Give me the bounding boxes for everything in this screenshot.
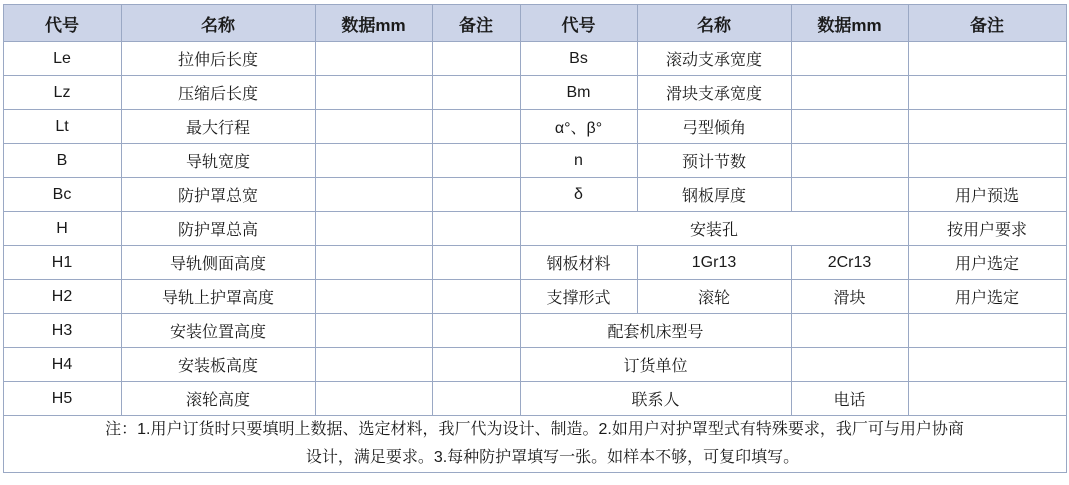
row-remark-input-right[interactable]: [908, 76, 1066, 110]
row-name: 安装位置高度: [121, 314, 315, 348]
table-row: [3, 348, 1066, 382]
row-remark-input[interactable]: [432, 212, 520, 246]
row-remark-input[interactable]: [432, 178, 520, 212]
row-phone-label: 电话: [791, 382, 908, 416]
row-code: H: [3, 212, 121, 246]
row-code: H3: [3, 314, 121, 348]
row-name: 防护罩总高: [121, 212, 315, 246]
row-contact-person-label: 联系人: [520, 382, 791, 416]
row-name: 压缩后长度: [121, 76, 315, 110]
row-data-input[interactable]: [315, 280, 432, 314]
table-row: [3, 76, 1066, 110]
row-data-input[interactable]: [315, 246, 432, 280]
table-row: [3, 42, 1066, 76]
row-code: Le: [3, 42, 121, 76]
row-code-right: δ: [520, 178, 637, 212]
table-row: [3, 246, 1066, 280]
table-row: [3, 110, 1066, 144]
row-material-label: 钢板材料: [520, 246, 637, 280]
row-phone-input[interactable]: [908, 382, 1066, 416]
row-code: H4: [3, 348, 121, 382]
row-data-input-right[interactable]: [791, 178, 908, 212]
row-name: 安装板高度: [121, 348, 315, 382]
row-code-right: α°、β°: [520, 110, 637, 144]
row-remark-input[interactable]: [432, 314, 520, 348]
row-name: 防护罩总宽: [121, 178, 315, 212]
row-code: H5: [3, 382, 121, 416]
row-remark-input-right[interactable]: [908, 42, 1066, 76]
row-data-input-right[interactable]: [791, 110, 908, 144]
row-name-right: 滑块支承宽度: [637, 76, 791, 110]
row-code-right: n: [520, 144, 637, 178]
table-note-row: [3, 416, 1066, 473]
row-name: 导轨侧面高度: [121, 246, 315, 280]
row-data-input-right[interactable]: [791, 144, 908, 178]
row-remark-input[interactable]: [432, 110, 520, 144]
row-data-input[interactable]: [315, 348, 432, 382]
row-data-input[interactable]: [315, 212, 432, 246]
table-row: [3, 314, 1066, 348]
specification-table: [3, 4, 1067, 473]
row-order-unit-label: 订货单位: [520, 348, 791, 382]
table-row: [3, 212, 1066, 246]
header-right-remark: 备注: [908, 5, 1066, 42]
row-name: 最大行程: [121, 110, 315, 144]
note-line-2: 设计，满足要求。3.每种防护罩填写一张。如样本不够，可复印填写。: [305, 449, 800, 466]
row-name-right: 滚动支承宽度: [637, 42, 791, 76]
row-remark-input-right[interactable]: [908, 348, 1066, 382]
row-code-right: Bm: [520, 76, 637, 110]
row-data-input[interactable]: [315, 382, 432, 416]
header-right-name: 名称: [637, 5, 791, 42]
row-machine-model-input[interactable]: [791, 314, 908, 348]
table-row: [3, 178, 1066, 212]
row-remark-right: 用户选定: [908, 246, 1066, 280]
row-support-type-label: 支撑形式: [520, 280, 637, 314]
header-right-data: 数据mm: [791, 5, 908, 42]
row-name: 拉伸后长度: [121, 42, 315, 76]
row-remark-right: 按用户要求: [908, 212, 1066, 246]
row-order-unit-input[interactable]: [791, 348, 908, 382]
header-left-data: 数据mm: [315, 5, 432, 42]
row-data-input[interactable]: [315, 178, 432, 212]
row-remark-right: 用户预选: [908, 178, 1066, 212]
table-row: [3, 382, 1066, 416]
note-line-1: 注：1.用户订货时只要填明上数据、选定材料，我厂代为设计、制造。2.如用户对护罩型式有特殊要求，我厂可与用户协商: [105, 421, 964, 438]
header-right-code: 代号: [520, 5, 637, 42]
row-code: Lz: [3, 76, 121, 110]
row-remark-input[interactable]: [432, 144, 520, 178]
row-name: 导轨宽度: [121, 144, 315, 178]
row-name-right: 弓型倾角: [637, 110, 791, 144]
row-material-option-2[interactable]: 2Cr13: [791, 246, 908, 280]
row-remark-input-right[interactable]: [908, 110, 1066, 144]
row-name: 导轨上护罩高度: [121, 280, 315, 314]
row-data-input[interactable]: [315, 144, 432, 178]
row-remark-input-right[interactable]: [908, 144, 1066, 178]
row-data-input[interactable]: [315, 314, 432, 348]
row-material-option-1[interactable]: 1Gr13: [637, 246, 791, 280]
row-code: Bc: [3, 178, 121, 212]
row-remark-input-right[interactable]: [908, 314, 1066, 348]
row-support-option-1[interactable]: 滚轮: [637, 280, 791, 314]
row-mounting-hole-label: 安装孔: [520, 212, 908, 246]
row-data-input[interactable]: [315, 110, 432, 144]
header-left-code: 代号: [3, 5, 121, 42]
row-code-right: Bs: [520, 42, 637, 76]
row-remark-input[interactable]: [432, 246, 520, 280]
row-remark-input[interactable]: [432, 280, 520, 314]
header-left-name: 名称: [121, 5, 315, 42]
row-code: Lt: [3, 110, 121, 144]
row-data-input-right[interactable]: [791, 42, 908, 76]
table-row: [3, 280, 1066, 314]
row-remark-input[interactable]: [432, 76, 520, 110]
header-left-remark: 备注: [432, 5, 520, 42]
table-row: [3, 144, 1066, 178]
row-name-right: 钢板厚度: [637, 178, 791, 212]
row-code: H2: [3, 280, 121, 314]
row-data-input[interactable]: [315, 42, 432, 76]
row-remark-input[interactable]: [432, 42, 520, 76]
table-header-row: [3, 5, 1066, 42]
row-code: B: [3, 144, 121, 178]
row-data-input[interactable]: [315, 76, 432, 110]
row-remark-input[interactable]: [432, 348, 520, 382]
row-machine-model-label: 配套机床型号: [520, 314, 791, 348]
row-name: 滚轮高度: [121, 382, 315, 416]
row-remark-right: 用户选定: [908, 280, 1066, 314]
row-code: H1: [3, 246, 121, 280]
row-support-option-2[interactable]: 滑块: [791, 280, 908, 314]
row-data-input-right[interactable]: [791, 76, 908, 110]
row-name-right: 预计节数: [637, 144, 791, 178]
notes-cell: [3, 416, 1066, 473]
row-remark-input[interactable]: [432, 382, 520, 416]
